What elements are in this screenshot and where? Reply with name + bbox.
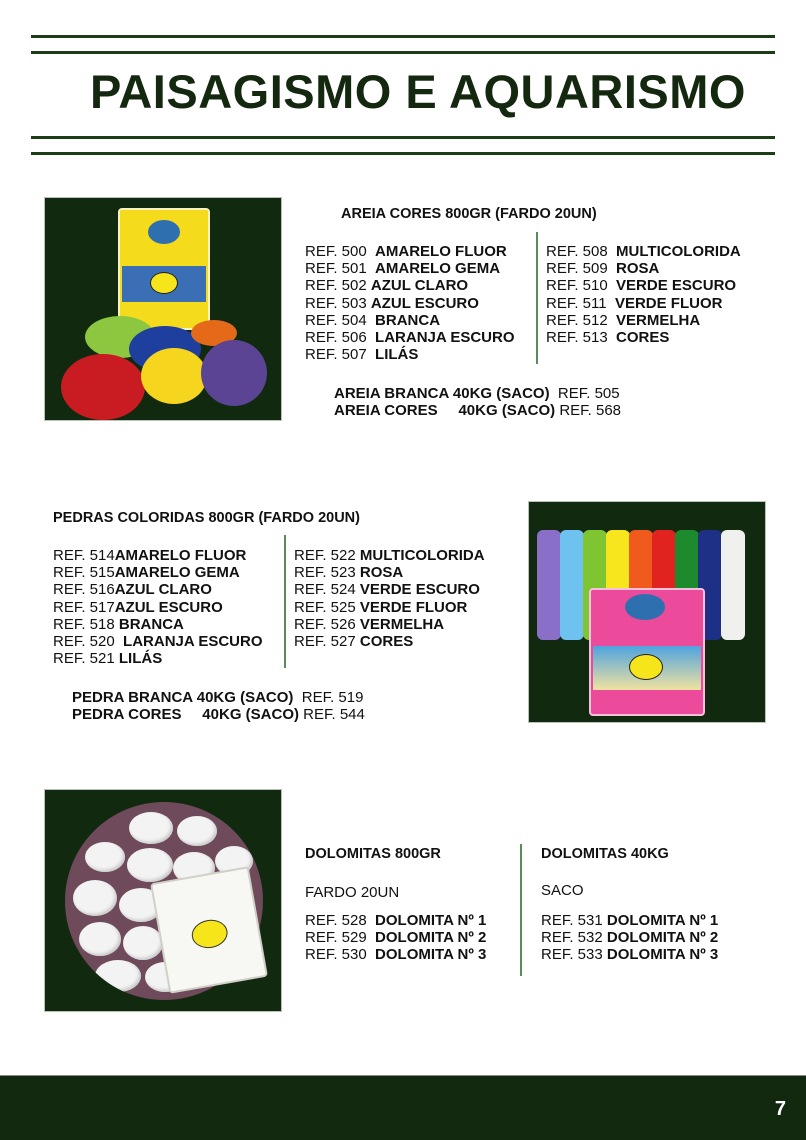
page-footer bbox=[0, 1075, 806, 1140]
terra-brasil-pedra-areia-bag bbox=[150, 866, 268, 994]
list-item: REF. 531 DOLOMITA Nº 1 bbox=[541, 912, 719, 929]
header-rule-top-1 bbox=[31, 35, 775, 38]
red-sand-pile bbox=[61, 354, 145, 420]
list-item: REF. 524 VERDE ESCURO bbox=[294, 581, 480, 599]
page-title: PAISAGISMO E AQUARISMO bbox=[90, 65, 746, 118]
list-item: REF. 504 BRANCA bbox=[305, 311, 441, 329]
white-pebble bbox=[177, 816, 217, 846]
list-item: PEDRA CORES 40KG (SACO) REF. 544 bbox=[72, 706, 365, 724]
list-item: REF. 529 DOLOMITA Nº 2 bbox=[305, 929, 487, 947]
dolomitas-800gr-pack: FARDO 20UN bbox=[305, 884, 400, 901]
dolomitas-800gr-header: DOLOMITAS 800GR bbox=[305, 846, 441, 862]
list-item: REF. 503 AZUL ESCURO bbox=[305, 294, 479, 312]
list-item: REF. 515AMARELO GEMA bbox=[53, 564, 240, 582]
list-item: REF. 530 DOLOMITA Nº 3 bbox=[305, 946, 487, 964]
areia-product-image bbox=[44, 197, 282, 421]
list-item: REF. 502 AZUL CLARO bbox=[305, 277, 469, 295]
header-rule-top-2 bbox=[31, 51, 775, 54]
list-item: REF. 528 DOLOMITA Nº 1 bbox=[305, 912, 487, 929]
dolomitas-column-divider bbox=[520, 844, 522, 976]
list-item: REF. 516AZUL CLARO bbox=[53, 581, 212, 599]
pedras-list-right bbox=[294, 547, 485, 650]
white-pebble bbox=[95, 960, 141, 992]
list-item: REF. 510 VERDE ESCURO bbox=[546, 277, 737, 295]
header-rule-bottom-1 bbox=[31, 136, 775, 139]
dolomitas-800gr-list bbox=[305, 912, 486, 964]
fish-label bbox=[122, 266, 206, 302]
list-item: REF. 521 LILÁS bbox=[53, 650, 163, 668]
list-item: REF. 520 LARANJA ESCURO bbox=[53, 633, 263, 651]
dolomitas-40kg-list bbox=[541, 912, 718, 964]
list-item: REF. 522 MULTICOLORIDA bbox=[294, 547, 485, 564]
pink-pebble-bag bbox=[589, 588, 705, 716]
list-item: REF. 518 BRANCA bbox=[53, 615, 184, 633]
dolomitas-40kg-pack: SACO bbox=[541, 882, 584, 899]
globe-icon bbox=[625, 594, 665, 620]
list-item: REF. 526 VERMELHA bbox=[294, 615, 445, 633]
list-item: REF. 506 LARANJA ESCURO bbox=[305, 329, 515, 347]
list-item: REF. 508 MULTICOLORIDA bbox=[546, 243, 741, 260]
list-item: REF. 509 ROSA bbox=[546, 260, 660, 278]
white-pebble bbox=[127, 848, 173, 882]
dolomitas-40kg-header: DOLOMITAS 40KG bbox=[541, 846, 669, 862]
light-blue-pebbles bbox=[560, 530, 584, 640]
list-item: REF. 532 DOLOMITA Nº 2 bbox=[541, 929, 719, 947]
purple-sand-pile bbox=[201, 340, 267, 406]
list-item: REF. 514AMARELO FLUOR bbox=[53, 547, 247, 564]
areia-column-divider bbox=[536, 232, 538, 364]
white-pebbles bbox=[721, 530, 745, 640]
list-item: REF. 511 VERDE FLUOR bbox=[546, 294, 723, 312]
list-item: REF. 523 ROSA bbox=[294, 564, 404, 582]
purple-pebbles bbox=[537, 530, 561, 640]
areia-bulk-list bbox=[334, 385, 621, 419]
list-item: REF. 513 CORES bbox=[546, 329, 670, 347]
dolomitas-product-image bbox=[44, 789, 282, 1012]
list-item: REF. 512 VERMELHA bbox=[546, 311, 701, 329]
pedras-column-divider bbox=[284, 535, 286, 668]
areia-header: AREIA CORES 800GR (FARDO 20UN) bbox=[341, 206, 597, 222]
list-item: REF. 501 AMARELO GEMA bbox=[305, 260, 501, 278]
areia-list-left bbox=[305, 243, 515, 363]
list-item: REF. 533 DOLOMITA Nº 3 bbox=[541, 946, 719, 964]
pedras-bulk-list bbox=[72, 689, 365, 723]
white-pebble bbox=[79, 922, 121, 956]
pedras-header: PEDRAS COLORIDAS 800GR (FARDO 20UN) bbox=[53, 510, 360, 526]
page-number: 7 bbox=[774, 1098, 786, 1120]
header-rule-bottom-2 bbox=[31, 152, 775, 155]
yellow-sand-bag bbox=[118, 208, 210, 330]
pedras-list-left bbox=[53, 547, 263, 667]
globe-icon bbox=[148, 220, 180, 244]
list-item: AREIA CORES 40KG (SACO) REF. 568 bbox=[334, 402, 622, 420]
fish-label bbox=[593, 646, 701, 690]
fish-icon bbox=[150, 272, 178, 294]
list-item: REF. 525 VERDE FLUOR bbox=[294, 598, 468, 616]
list-item: REF. 500 AMARELO FLUOR bbox=[305, 243, 507, 260]
white-pebble bbox=[123, 926, 163, 960]
white-pebble bbox=[129, 812, 173, 844]
list-item: AREIA BRANCA 40KG (SACO) REF. 505 bbox=[334, 385, 620, 402]
list-item: REF. 507 LILÁS bbox=[305, 346, 419, 364]
fish-icon bbox=[190, 917, 230, 951]
list-item: REF. 517AZUL ESCURO bbox=[53, 598, 223, 616]
pedras-product-image bbox=[528, 501, 766, 723]
areia-list-right bbox=[546, 243, 741, 346]
yellow-sand-pile bbox=[141, 348, 207, 404]
white-pebble bbox=[73, 880, 117, 916]
fish-icon bbox=[629, 654, 663, 680]
list-item: PEDRA BRANCA 40KG (SACO) REF. 519 bbox=[72, 689, 364, 706]
white-pebble bbox=[85, 842, 125, 872]
list-item: REF. 527 CORES bbox=[294, 633, 414, 651]
